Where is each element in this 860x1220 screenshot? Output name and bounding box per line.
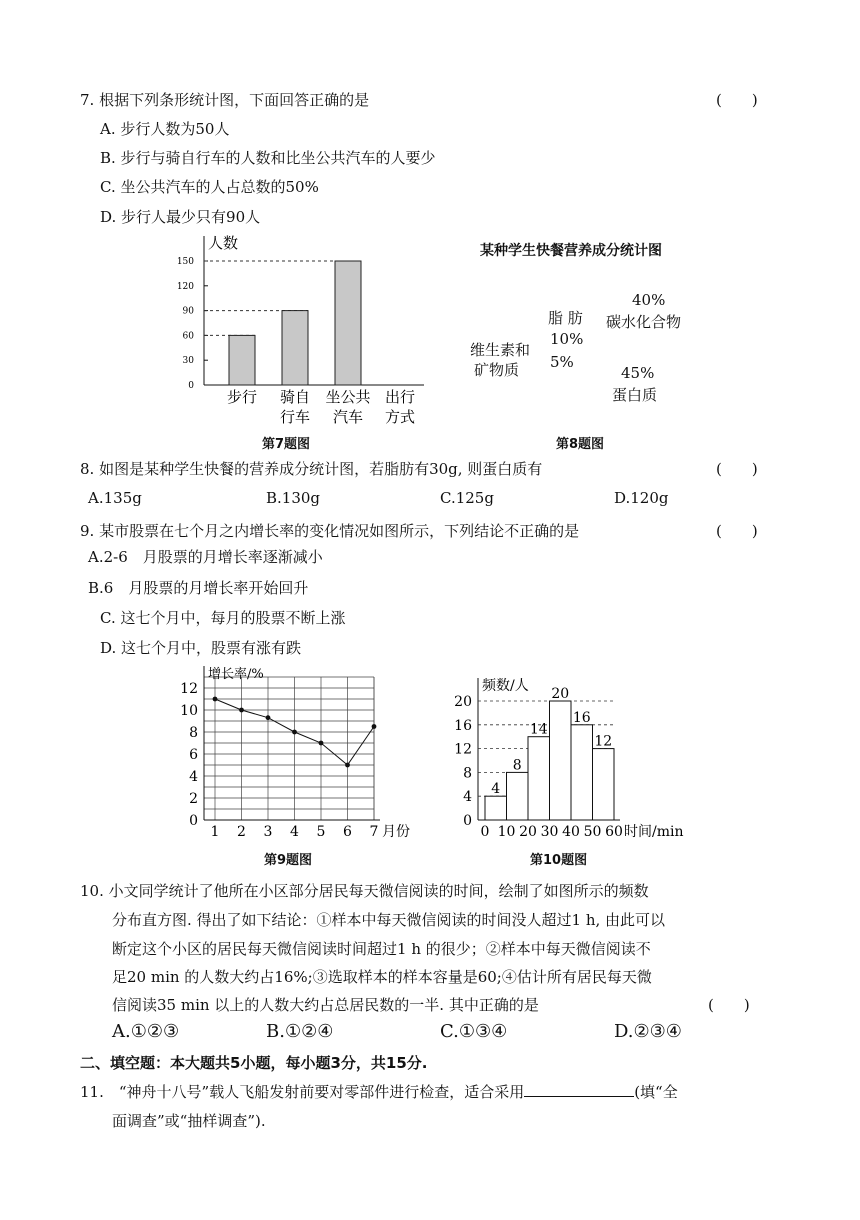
q9-option-c: C. 这七个月中，每月的股票不断上涨	[100, 609, 346, 627]
fig10-y-tick-label: 4	[463, 789, 472, 806]
fig9-y-tick-label: 2	[189, 791, 198, 807]
fig10-bar	[528, 737, 550, 820]
fig9-x-tick-label: 3	[263, 824, 273, 840]
fig9-point	[345, 763, 350, 768]
fig7-x-tick-label: 行车	[279, 408, 311, 426]
fig9-y-tick-label: 0	[189, 813, 198, 829]
fig9-y-tick-label: 10	[180, 703, 198, 719]
fig10-y-label: 频数/人	[482, 678, 529, 694]
fig7-x-label: 出行	[384, 388, 416, 406]
fig7-y-tick-label: 120	[176, 281, 194, 292]
q10-option-c: C.①③④	[440, 1021, 508, 1042]
fig9-point	[266, 715, 271, 720]
q10-line-4: 足20 min 的人数大约占16%;③选取样本的样本容量是60;④估计所有居民每天微	[112, 968, 652, 986]
fig9-x-tick-label: 1	[210, 824, 220, 840]
q8-option-d: D.120g	[614, 489, 669, 507]
fig10-y-tick-label: 20	[454, 694, 472, 710]
q8-stem: 8. 如图是某种学生快餐的营养成分统计图，若脂肪有30g, 则蛋白质有	[80, 460, 543, 478]
fig9-y-tick-label: 4	[189, 769, 198, 785]
fig7-bar	[335, 261, 361, 385]
q10-line-3: 断定这个小区的居民每天微信阅读时间超过1 h 的很少；②样本中每天微信阅读不	[112, 940, 651, 958]
q10-answer-paren: ( )	[708, 996, 750, 1014]
fig10-bar	[485, 796, 507, 820]
q8-option-b: B.130g	[266, 489, 321, 507]
fig10-y-tick-label: 12	[454, 741, 472, 758]
fig9-point	[239, 708, 244, 713]
fig9-x-label: 月份	[382, 824, 410, 840]
fig9-line-chart	[178, 660, 418, 845]
fig7-y-tick-label: 90	[182, 306, 194, 317]
fig8-carb-pct: 40%	[632, 291, 666, 309]
fig10-value-label: 16	[572, 709, 591, 726]
q9-answer-paren: ( )	[716, 522, 758, 540]
fig10-value-label: 8	[512, 757, 522, 774]
q7-option-d: D. 步行人最少只有90人	[100, 208, 261, 226]
fig7-y-tick-label: 60	[182, 331, 194, 342]
q7-option-b: B. 步行与骑自行车的人数和比坐公共汽车的人要少	[100, 149, 436, 167]
fig8-vit-pct: 5%	[550, 353, 574, 371]
fig10-x-tick-label: 40	[562, 824, 580, 840]
fig7-x-tick-label: 骑自	[279, 388, 311, 406]
fig9-point	[292, 730, 297, 735]
q10-option-a: A.①②③	[112, 1021, 180, 1042]
fig7-y-tick-label: 150	[176, 257, 194, 267]
q11-line-1	[80, 1082, 678, 1102]
fig10-y-tick-label: 0	[463, 813, 472, 829]
fig9-y-tick-label: 8	[189, 725, 198, 741]
fig10-x-tick-label: 30	[540, 824, 559, 840]
fig10-x-tick-label: 50	[583, 824, 602, 840]
fig7-x-tick-label: 坐公共	[325, 388, 371, 406]
q11-text-after: (填“全	[634, 1083, 678, 1101]
fig7-bar	[229, 335, 255, 385]
q11-line-2: 面调查”或“抽样调查”).	[112, 1112, 266, 1130]
fig7-y-tick-label: 0	[188, 381, 194, 391]
fig9-point	[319, 741, 324, 746]
fig8-fat-pct: 10%	[550, 330, 584, 348]
section-2-heading: 二、填空题：本大题共5小题，每小题3分，共15分.	[80, 1054, 428, 1072]
fig8-title: 某种学生快餐营养成分统计图	[480, 243, 662, 259]
fig7-y-tick-label: 30	[182, 356, 194, 367]
fig10-value-label: 12	[594, 733, 613, 750]
fig9-x-tick-label: 6	[343, 824, 352, 840]
q9-option-a: A.2-6 月股票的月增长率逐渐减小	[88, 548, 323, 566]
fig7-bar-chart	[160, 228, 450, 433]
q10-option-d: D.②③④	[614, 1021, 682, 1042]
q7-option-c: C. 坐公共汽车的人占总数的50%	[100, 178, 319, 196]
fig10-bar	[550, 701, 572, 820]
fig9-x-tick-label: 7	[369, 824, 379, 840]
fig7-y-label: 人数	[208, 234, 239, 252]
fig9-y-tick-label: 12	[180, 681, 198, 697]
fig7-bar	[282, 311, 308, 385]
q9-option-b: B.6 月股票的月增长率开始回升	[88, 579, 309, 597]
fig8-vit-name-2: 矿物质	[474, 361, 520, 379]
fig10-bar	[593, 749, 615, 820]
q9-stem: 9. 某市股票在七个月之内增长率的变化情况如图所示，下列结论不正确的是	[80, 522, 580, 540]
fig9-y-label: 增长率/%	[208, 667, 264, 682]
fig9-point	[372, 724, 377, 729]
q7-option-a: A. 步行人数为50人	[100, 120, 230, 138]
q7-stem: 7. 根据下列条形统计图，下面回答正确的是	[80, 91, 370, 109]
fig10-bar	[507, 772, 529, 820]
fig9-point	[213, 697, 218, 702]
fig10-y-tick-label: 8	[463, 765, 472, 782]
fig8-protein-name: 蛋白质	[612, 386, 658, 404]
fig10-caption: 第10题图	[530, 853, 588, 868]
fig10-value-label: 4	[491, 781, 501, 798]
fig10-x-tick-label: 10	[497, 824, 516, 840]
fig8-vit-name-1: 维生素和	[470, 341, 531, 359]
q11-text-before: 11. “神舟十八号”载人飞船发射前要对零部件进行检查，适合采用	[80, 1083, 525, 1101]
q9-option-d: D. 这七个月中，股票有涨有跌	[100, 639, 302, 657]
fig7-x-label: 方式	[384, 408, 416, 426]
fig9-x-tick-label: 2	[237, 824, 246, 840]
fig8-protein-pct: 45%	[621, 364, 655, 382]
q8-option-a: A.135g	[88, 489, 142, 507]
q10-option-b: B.①②④	[266, 1021, 334, 1042]
q10-line-5: 信阅读35 min 以上的人数大约占总居民数的一半. 其中正确的是	[112, 996, 539, 1014]
fig9-x-tick-label: 5	[316, 824, 326, 840]
fig8-carb-name: 碳水化合物	[606, 313, 682, 331]
q7-answer-paren: ( )	[716, 91, 758, 109]
fig10-y-tick-label: 16	[454, 717, 472, 734]
fig10-bar	[571, 725, 593, 820]
q10-line-2: 分布直方图. 得出了如下结论：①样本中每天微信阅读的时间没人超过1 h, 由此可以	[112, 911, 666, 929]
fig9-y-tick-label: 6	[189, 747, 198, 763]
fig10-value-label: 20	[551, 686, 570, 702]
fig10-x-tick-label: 20	[519, 824, 537, 840]
fig10-x-label: 时间/min	[624, 824, 684, 840]
fig7-x-tick-label: 汽车	[332, 408, 364, 426]
fig10-histogram	[448, 672, 688, 842]
fig9-x-tick-label: 4	[290, 824, 299, 840]
q8-answer-paren: ( )	[716, 460, 758, 478]
q10-line-1: 10. 小文同学统计了他所在小区部分居民每天微信阅读的时间，绘制了如图所示的频数	[80, 882, 649, 900]
fig10-x-tick-label: 60	[605, 824, 623, 840]
fig7-x-tick-label: 步行	[226, 388, 258, 406]
fig8-caption: 第8题图	[556, 437, 605, 452]
fig10-x-tick-label: 0	[480, 824, 490, 840]
fig7-caption: 第7题图	[262, 437, 311, 452]
fig10-value-label: 14	[529, 721, 548, 738]
q11-answer-blank[interactable]	[524, 1082, 634, 1097]
fig8-fat-name: 脂 肪	[548, 309, 583, 327]
q8-option-c: C.125g	[440, 489, 494, 507]
fig9-caption: 第9题图	[264, 853, 313, 868]
